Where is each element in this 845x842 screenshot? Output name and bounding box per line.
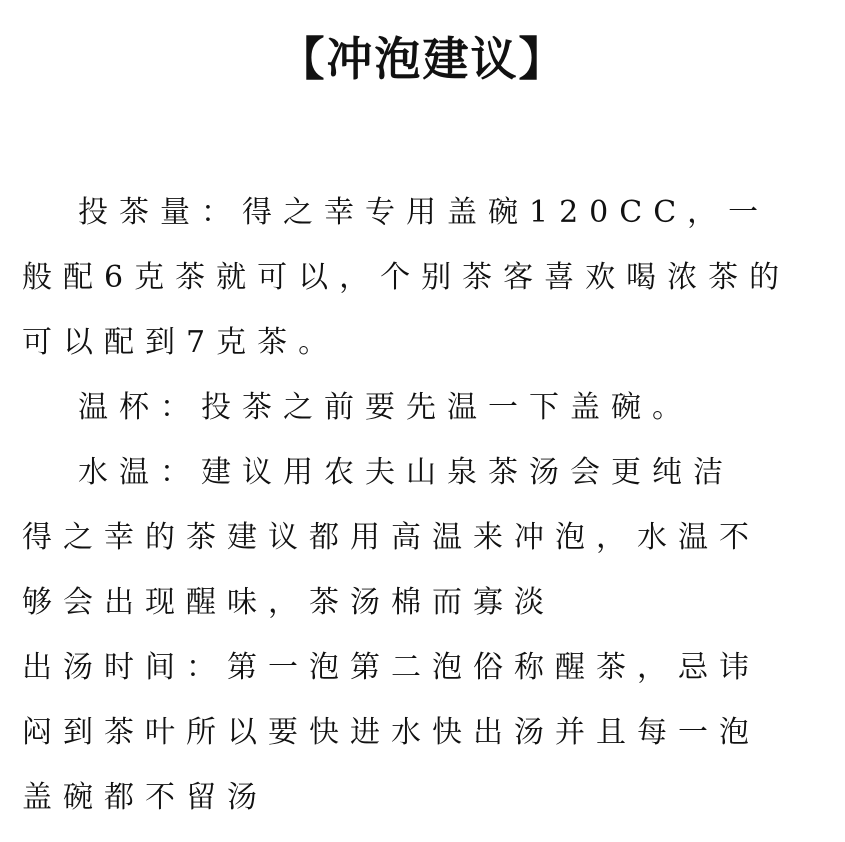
text-line: 得之幸的茶建议都用高温来冲泡，水温不 <box>22 520 760 555</box>
text-line: 水温：建议用农夫山泉茶汤会更纯洁 <box>78 455 734 490</box>
text-line: 闷到茶叶所以要快进水快出汤并且每一泡 <box>22 715 760 750</box>
text-line: 投茶量：得之幸专用盖碗120CC，一 <box>78 195 770 230</box>
water-temperature-paragraph <box>22 440 832 635</box>
brewing-instructions <box>22 180 832 830</box>
text-line: 可以配到7克茶。 <box>22 325 340 360</box>
text-line: 出汤时间：第一泡第二泡俗称醒茶，忌讳 <box>22 650 760 685</box>
warm-cup-paragraph <box>22 375 832 440</box>
dosage-paragraph <box>22 180 832 375</box>
text-line: 温杯：投茶之前要先温一下盖碗。 <box>78 390 693 425</box>
text-line: 够会出现醒味，茶汤棉而寡淡 <box>22 585 555 620</box>
page-title: 【冲泡建议】 <box>278 32 567 86</box>
steeping-time-paragraph <box>22 635 832 830</box>
text-line: 盖碗都不留汤 <box>22 780 268 815</box>
text-line: 般配6克茶就可以，个别茶客喜欢喝浓茶的 <box>22 260 791 295</box>
